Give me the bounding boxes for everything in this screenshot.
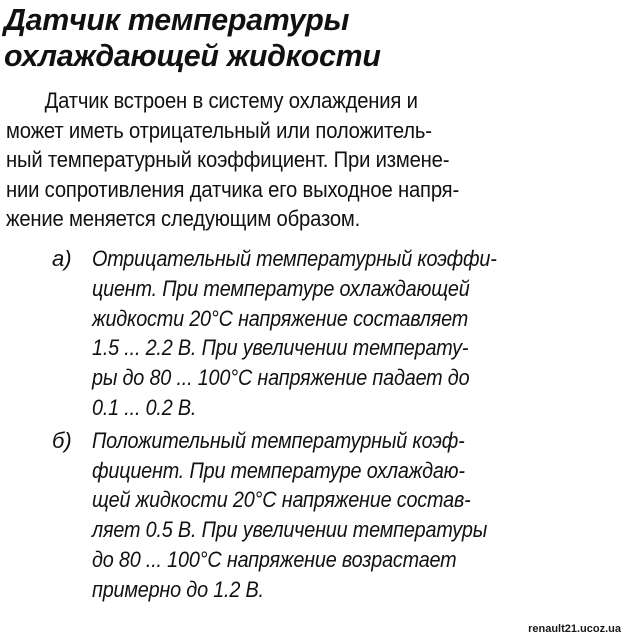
list-item-line: примерно до 1.2 В. [92,576,264,602]
title-line: Датчик температуры [4,2,350,37]
list-item-line: циент. При температуре охлаждающей [92,275,470,301]
coefficient-list [52,244,597,608]
list-item-line: 0.1 ... 0.2 В. [92,394,197,420]
list-item-line: Отрицательный температурный коэффи- [92,246,497,271]
list-item-line: жидкости 20°С напряжение составляет [92,305,469,331]
list-item-line: ры до 80 ... 100°С напряжение падает до [92,365,470,391]
intro-line: нии сопротивления датчика его выходное напря- [6,176,460,202]
list-marker: б) [52,427,72,453]
list-item-line: Положительный температурный коэф- [92,427,465,453]
list-item-line: ляет 0.5 В. При увеличении температуры [92,517,488,543]
list-item-line: фициент. При температуре охлаждаю- [92,457,465,483]
list-item-text [52,426,597,605]
intro-line: жение меняется следующим образом. [6,206,361,231]
list-item-line: до 80 ... 100°С напряжение возрастает [92,546,457,572]
list-item-positive [52,426,597,605]
list-item-negative [52,244,597,423]
intro-line: ный температурный коэффициент. При измене- [6,147,450,172]
list-item-line: щей жидкости 20°С напряжение состав- [92,487,471,513]
list-item-text [52,244,597,423]
intro-line: может иметь отрицательный или положитель- [6,117,432,143]
page-title [4,2,592,74]
intro-line: Датчик встроен в систему охлаждения и [44,88,418,113]
list-marker: а) [52,246,72,271]
list-item-line: 1.5 ... 2.2 В. При увеличении температу- [92,335,469,361]
watermark: renault21.ucoz.ua [528,623,621,635]
title-line: охлаждающей жидкости [4,38,381,73]
intro-paragraph [6,86,602,234]
